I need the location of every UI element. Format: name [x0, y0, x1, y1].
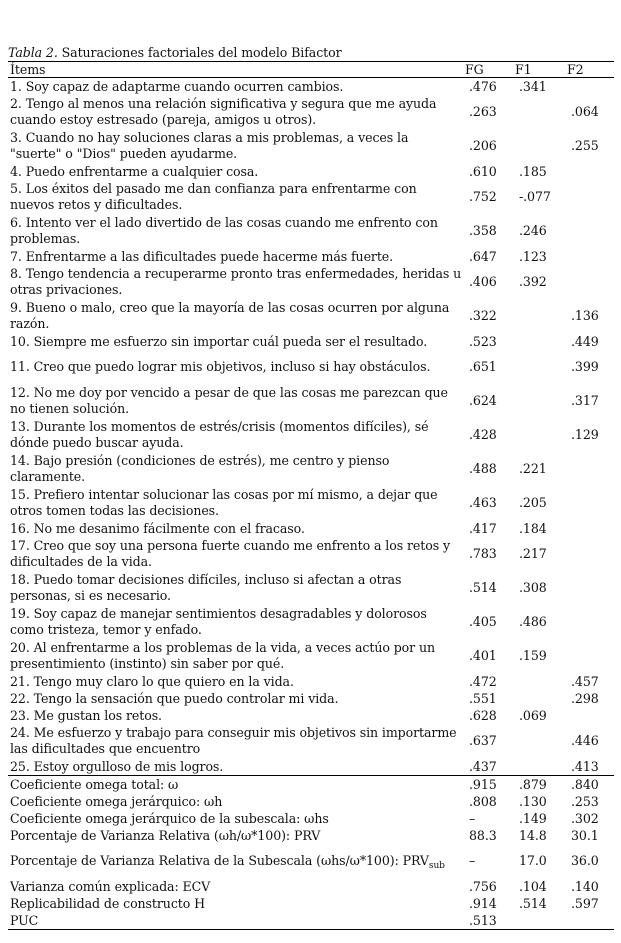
item-row [8, 605, 614, 639]
stat-f2-value: .840 [571, 776, 599, 792]
item-fg-value: .651 [469, 358, 497, 374]
item-text [8, 537, 463, 571]
stat-text-value: Replicabilidad de constructo H [10, 895, 205, 911]
item-f2 [565, 486, 614, 520]
item-text-value: 11. Creo que puedo lograr mis objetivos, incluso si hay obstáculos. [10, 358, 431, 374]
stat-row [8, 912, 614, 930]
stat-row [8, 844, 614, 878]
item-fg [463, 333, 513, 350]
stat-f1 [513, 810, 565, 827]
item-row [8, 724, 614, 758]
item-fg-value: .752 [469, 188, 497, 204]
stat-f2 [565, 793, 614, 810]
item-f2 [565, 673, 614, 690]
item-fg-value: .628 [469, 707, 497, 723]
item-f2 [565, 265, 614, 299]
item-fg [463, 673, 513, 690]
item-text-value: 17. Creo que soy una persona fuerte cuando me enfrento a los retos y dificultades de la vida. [10, 537, 450, 569]
stat-fg [463, 810, 513, 827]
item-f1-value: .217 [519, 545, 547, 561]
item-row [8, 690, 614, 707]
item-row [8, 299, 614, 333]
stat-f1-value: 14.8 [519, 827, 547, 843]
item-text [8, 248, 463, 265]
stat-text [8, 793, 463, 810]
stat-fg-value: .915 [469, 776, 497, 792]
item-row [8, 418, 614, 452]
item-text [8, 690, 463, 707]
stat-text-value: Coeficiente omega jerárquico de la subescala: ωhs [10, 810, 329, 826]
item-row [8, 673, 614, 690]
item-row [8, 758, 614, 776]
item-text [8, 265, 463, 299]
item-f1 [513, 520, 565, 537]
item-f2 [565, 299, 614, 333]
stat-f1 [513, 793, 565, 810]
item-text [8, 95, 463, 129]
item-f2-value: .449 [571, 333, 599, 349]
item-text-value: 1. Soy capaz de adaptarme cuando ocurren cambios. [10, 78, 344, 94]
item-row [8, 452, 614, 486]
item-fg-value: .417 [469, 520, 497, 536]
item-fg [463, 418, 513, 452]
item-f1 [513, 350, 565, 384]
item-text [8, 418, 463, 452]
item-f2 [565, 163, 614, 180]
item-text [8, 520, 463, 537]
item-text [8, 129, 463, 163]
item-text-value: 12. No me doy por vencido a pesar de que las cosas me parezcan que no tienen solución. [10, 384, 448, 416]
header-fg: FG [463, 62, 513, 78]
stats-body [8, 776, 614, 930]
item-f1-value: .221 [519, 460, 547, 476]
stat-f2-value: 30.1 [571, 827, 599, 843]
item-f1-value: .159 [519, 647, 547, 663]
item-f1-value: .341 [519, 78, 547, 94]
stat-f2 [565, 878, 614, 895]
stat-fg [463, 895, 513, 912]
item-f1 [513, 265, 565, 299]
stat-f2-value: .140 [571, 878, 599, 894]
stat-f2 [565, 776, 614, 794]
item-fg-value: .783 [469, 545, 497, 561]
item-fg [463, 163, 513, 180]
item-text-value: 4. Puedo enfrentarme a cualquier cosa. [10, 163, 259, 179]
item-row [8, 350, 614, 384]
item-f2-value: .399 [571, 358, 599, 374]
item-row [8, 707, 614, 724]
item-f1 [513, 78, 565, 96]
item-f1-value: .185 [519, 163, 547, 179]
stat-row [8, 776, 614, 794]
item-text [8, 452, 463, 486]
item-f2 [565, 537, 614, 571]
item-fg-value: .206 [469, 137, 497, 153]
item-f1-value: .205 [519, 494, 547, 510]
item-f1-value: .184 [519, 520, 547, 536]
stat-f1 [513, 912, 565, 930]
item-f1 [513, 418, 565, 452]
item-row [8, 520, 614, 537]
caption-title: Saturaciones factoriales del modelo Bifactor [57, 45, 342, 60]
item-text [8, 333, 463, 350]
bifactor-table [8, 61, 614, 930]
item-row [8, 333, 614, 350]
stat-fg [463, 878, 513, 895]
item-f2 [565, 724, 614, 758]
item-f2 [565, 350, 614, 384]
item-fg [463, 520, 513, 537]
item-f1-value: .123 [519, 248, 547, 264]
item-text [8, 724, 463, 758]
item-f2-value: .413 [571, 758, 599, 774]
item-text [8, 707, 463, 724]
item-text-value: 9. Bueno o malo, creo que la mayoría de las cosas ocurren por alguna razón. [10, 299, 450, 331]
item-text-value: 22. Tengo la sensación que puedo controlar mi vida. [10, 690, 339, 706]
item-text [8, 758, 463, 776]
item-row [8, 214, 614, 248]
item-f2-value: .446 [571, 732, 599, 748]
item-fg [463, 129, 513, 163]
item-fg-value: .647 [469, 248, 497, 264]
stat-subscript: sub [428, 860, 445, 871]
stat-fg-value: – [469, 852, 476, 868]
item-f1 [513, 690, 565, 707]
item-fg-value: .488 [469, 460, 497, 476]
item-fg-value: .405 [469, 613, 497, 629]
stat-text-value: Coeficiente omega total: ω [10, 776, 179, 792]
item-fg [463, 350, 513, 384]
stat-f1-value: .149 [519, 810, 547, 826]
item-f2-value: .255 [571, 137, 599, 153]
header-f1: F1 [513, 62, 565, 78]
item-f1-value: .246 [519, 222, 547, 238]
item-fg [463, 707, 513, 724]
item-text [8, 384, 463, 418]
item-fg [463, 605, 513, 639]
stat-fg-value: – [469, 810, 476, 826]
item-text [8, 299, 463, 333]
item-text-value: 10. Siempre me esfuerzo sin importar cuál pueda ser el resultado. [10, 333, 428, 349]
stat-f1 [513, 844, 565, 878]
stat-f2 [565, 895, 614, 912]
item-text-value: 8. Tengo tendencia a recuperarme pronto tras enfermedades, heridas u otras privaciones. [10, 265, 462, 297]
item-f2-value: .317 [571, 392, 599, 408]
stat-row [8, 878, 614, 895]
stat-f2-value: 36.0 [571, 852, 599, 868]
item-fg-value: .358 [469, 222, 497, 238]
item-text [8, 486, 463, 520]
stat-fg-value: 88.3 [469, 827, 497, 843]
stat-fg [463, 776, 513, 794]
item-fg [463, 214, 513, 248]
stat-text [8, 810, 463, 827]
stat-f2 [565, 912, 614, 930]
item-fg-value: .551 [469, 690, 497, 706]
stat-f2-value: .302 [571, 810, 599, 826]
item-row [8, 129, 614, 163]
item-row [8, 248, 614, 265]
item-fg-value: .406 [469, 273, 497, 289]
item-f2 [565, 758, 614, 776]
stat-text-value: Coeficiente omega jerárquico: ωh [10, 793, 223, 809]
stat-text-value: Porcentaje de Varianza Relativa de la Subescala (ωhs/ω*100): PRV [10, 852, 429, 868]
stat-row [8, 793, 614, 810]
item-f1 [513, 639, 565, 673]
item-f2-value: .129 [571, 426, 599, 442]
item-fg-value: .322 [469, 307, 497, 323]
item-f1 [513, 384, 565, 418]
item-f1-value: .392 [519, 273, 547, 289]
item-text [8, 571, 463, 605]
stat-f1 [513, 776, 565, 794]
item-row [8, 384, 614, 418]
item-f2 [565, 707, 614, 724]
item-f1 [513, 180, 565, 214]
item-fg [463, 452, 513, 486]
item-f1 [513, 129, 565, 163]
stat-text-value: Varianza común explicada: ECV [10, 878, 211, 894]
header-items: Ítems [8, 62, 463, 78]
stat-f2-value: .597 [571, 895, 599, 911]
item-row [8, 265, 614, 299]
item-fg [463, 384, 513, 418]
item-f2 [565, 520, 614, 537]
item-text [8, 180, 463, 214]
item-fg [463, 95, 513, 129]
stat-f1 [513, 827, 565, 844]
item-fg [463, 299, 513, 333]
item-f1 [513, 95, 565, 129]
item-fg-value: .428 [469, 426, 497, 442]
stat-row [8, 810, 614, 827]
stat-f1-value: .104 [519, 878, 547, 894]
item-f2 [565, 384, 614, 418]
item-fg [463, 486, 513, 520]
item-text-value: 21. Tengo muy claro lo que quiero en la vida. [10, 673, 294, 689]
item-fg-value: .437 [469, 758, 497, 774]
stat-text [8, 776, 463, 794]
stat-fg [463, 827, 513, 844]
item-f1 [513, 758, 565, 776]
item-f2-value: .457 [571, 673, 599, 689]
item-f2 [565, 129, 614, 163]
item-fg-value: .401 [469, 647, 497, 663]
stat-text [8, 827, 463, 844]
item-f1 [513, 299, 565, 333]
item-f1 [513, 571, 565, 605]
item-f2 [565, 418, 614, 452]
stat-fg-value: .513 [469, 912, 497, 928]
item-row [8, 95, 614, 129]
item-f2-value: .136 [571, 307, 599, 323]
item-f1 [513, 333, 565, 350]
item-f1 [513, 248, 565, 265]
item-text-value: 14. Bajo presión (condiciones de estrés), me centro y pienso claramente. [10, 452, 390, 484]
item-text-value: 20. Al enfrentarme a los problemas de la vida, a veces actúo por un presentimiento (instinto) sin saber por qué. [10, 639, 435, 671]
item-fg [463, 265, 513, 299]
stat-text [8, 878, 463, 895]
item-text-value: 24. Me esfuerzo y trabajo para conseguir mis objetivos sin importarme las dificultades que encuentro [10, 724, 457, 756]
stat-fg [463, 912, 513, 930]
item-f1 [513, 673, 565, 690]
item-f2 [565, 605, 614, 639]
item-text-value: 15. Prefiero intentar solucionar las cosas por mí mismo, a dejar que otros tomen todas las decisiones. [10, 486, 438, 518]
item-f2 [565, 639, 614, 673]
item-f1 [513, 724, 565, 758]
item-text-value: 13. Durante los momentos de estrés/crisis (momentos difíciles), sé dónde puedo buscar ayuda. [10, 418, 429, 450]
stat-f2 [565, 810, 614, 827]
item-fg-value: .263 [469, 103, 497, 119]
stat-fg [463, 844, 513, 878]
item-text-value: 2. Tengo al menos una relación significativa y segura que me ayuda cuando estoy estresado (pareja, amigos u otros). [10, 95, 437, 127]
item-f1 [513, 707, 565, 724]
stat-f2 [565, 827, 614, 844]
header-f2: F2 [565, 62, 614, 78]
item-fg [463, 724, 513, 758]
item-f1 [513, 214, 565, 248]
item-f2 [565, 333, 614, 350]
item-fg [463, 248, 513, 265]
item-fg [463, 639, 513, 673]
item-fg [463, 758, 513, 776]
item-f1 [513, 537, 565, 571]
item-text [8, 639, 463, 673]
item-f2 [565, 78, 614, 96]
item-text [8, 214, 463, 248]
item-text-value: 7. Enfrentarme a las dificultades puede hacerme más fuerte. [10, 248, 394, 264]
stat-f1 [513, 878, 565, 895]
item-text-value: 16. No me desanimo fácilmente con el fracaso. [10, 520, 305, 536]
item-f2-value: .064 [571, 103, 599, 119]
item-fg-value: .624 [469, 392, 497, 408]
item-row [8, 180, 614, 214]
item-fg-value: .463 [469, 494, 497, 510]
item-fg-value: .472 [469, 673, 497, 689]
item-text [8, 78, 463, 96]
item-fg-value: .523 [469, 333, 497, 349]
item-fg [463, 180, 513, 214]
item-fg [463, 78, 513, 96]
item-text-value: 19. Soy capaz de manejar sentimientos desagradables y dolorosos como tristeza, temor y enfado. [10, 605, 427, 637]
item-fg-value: .476 [469, 78, 497, 94]
item-f1-value: .069 [519, 707, 547, 723]
item-fg-value: .514 [469, 579, 497, 595]
stat-row [8, 895, 614, 912]
item-f1 [513, 605, 565, 639]
stat-f1-value: .514 [519, 895, 547, 911]
item-text-value: 25. Estoy orgulloso de mis logros. [10, 758, 224, 774]
item-text-value: 3. Cuando no hay soluciones claras a mis problemas, a veces la "suerte" o "Dios" pueden ayudarme. [10, 129, 409, 161]
item-f2 [565, 248, 614, 265]
stat-f1-value: .879 [519, 776, 547, 792]
item-row [8, 537, 614, 571]
item-row [8, 571, 614, 605]
item-row [8, 163, 614, 180]
item-f2-value: .298 [571, 690, 599, 706]
item-fg [463, 571, 513, 605]
stat-text [8, 912, 463, 930]
item-text [8, 350, 463, 384]
item-text-value: 18. Puedo tomar decisiones difíciles, incluso si afectan a otras personas, si es necesario. [10, 571, 402, 603]
item-fg-value: .610 [469, 163, 497, 179]
stat-f1-value: .130 [519, 793, 547, 809]
item-text [8, 605, 463, 639]
stat-fg-value: .808 [469, 793, 497, 809]
item-fg-value: .637 [469, 732, 497, 748]
item-f1-value: -.077 [519, 188, 551, 204]
item-text [8, 163, 463, 180]
item-row [8, 486, 614, 520]
item-f2 [565, 571, 614, 605]
item-row [8, 78, 614, 96]
stat-fg-value: .914 [469, 895, 497, 911]
caption-label: Tabla 2. [8, 45, 58, 60]
item-fg [463, 537, 513, 571]
stat-f1 [513, 895, 565, 912]
table-caption [8, 44, 614, 61]
item-f1 [513, 486, 565, 520]
item-text-value: 6. Intento ver el lado divertido de las cosas cuando me enfrento con problemas. [10, 214, 438, 246]
stat-f1-value: 17.0 [519, 852, 547, 868]
item-f1-value: .486 [519, 613, 547, 629]
item-f1 [513, 163, 565, 180]
items-body [8, 78, 614, 776]
item-f2 [565, 690, 614, 707]
document [8, 44, 614, 930]
item-f2 [565, 214, 614, 248]
item-f1 [513, 452, 565, 486]
item-text [8, 673, 463, 690]
item-f2 [565, 452, 614, 486]
item-f2 [565, 180, 614, 214]
item-f1-value: .308 [519, 579, 547, 595]
stat-text-value: PUC [10, 912, 39, 928]
stat-text [8, 895, 463, 912]
item-row [8, 639, 614, 673]
stat-text-value: Porcentaje de Varianza Relativa (ωh/ω*100): PRV [10, 827, 321, 843]
header-row [8, 62, 614, 78]
item-text-value: 23. Me gustan los retos. [10, 707, 162, 723]
stat-fg-value: .756 [469, 878, 497, 894]
item-f2 [565, 95, 614, 129]
stat-f2-value: .253 [571, 793, 599, 809]
item-text-value: 5. Los éxitos del pasado me dan confianza para enfrentarme con nuevos retos y dificultades. [10, 180, 417, 212]
stat-row [8, 827, 614, 844]
item-fg [463, 690, 513, 707]
stat-f2 [565, 844, 614, 878]
stat-text [8, 844, 463, 878]
stat-fg [463, 793, 513, 810]
